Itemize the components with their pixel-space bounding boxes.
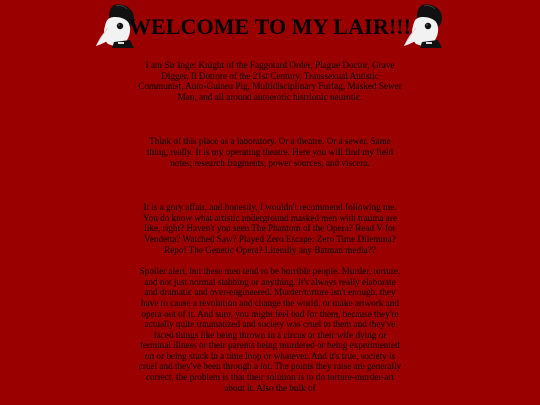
plague-doctor-mask-icon	[402, 2, 446, 48]
warning-paragraph: It is a gory affair, and honestly, I wouldn't recommend following me. You do know what artistic underground masked men with trauma are like, right? Haven't you seen The Phantom of the Opera? Read V for Vendetta? Watched Saw? Played Zero Escape: Zero Time Dilemma? Repo! The Genetic Opera? Literally any Batman media??	[142, 202, 398, 255]
laboratory-paragraph: Think of this place as a laboratory. Or a theatre. Or a sewer. Same thing, really. It is my operating theatre. Here you will find my field notes, research fragments, power sources, and viscera.	[146, 136, 394, 168]
spoiler-paragraph: Spoiler alert, but these men tend to be horrible people. Murder, torture, and not just normal stabbing or anything. It's always really elaborate and dramatic and over-engineered. Murder/torture isn't enough, they have to cause a revolution and change the world, or make artwork and opera out of it. And sure, you might feel bad for them, because they're actually quite traumatized and society was cruel to them and they've faced things like being thrown in a circus or their wife dying or terminal illness or their parents being murdered or being experimented on or being stuck in a time loop or whatever. And it's true, society is cruel and they've been through a lot. The points they raise are generally correct, the problem is that their solution is to do torture-murder-art about it. Also the bulk of	[138, 266, 402, 393]
page-title: WELCOME TO MY LAIR!!!	[128, 14, 412, 39]
header	[0, 0, 540, 52]
intro-paragraph: I am Sir Inge: Knight of the Faggotard Order, Plague Doctor, Grave Digger, Il Dottore of the 21st Century, Transsexual Autistic Communist, Auto-Guinea Pig, Multidisciplinary Furfag, Masked Sewer Man, and all around autoerotic histrionic neurotic.	[138, 60, 402, 102]
main-content	[138, 60, 402, 393]
